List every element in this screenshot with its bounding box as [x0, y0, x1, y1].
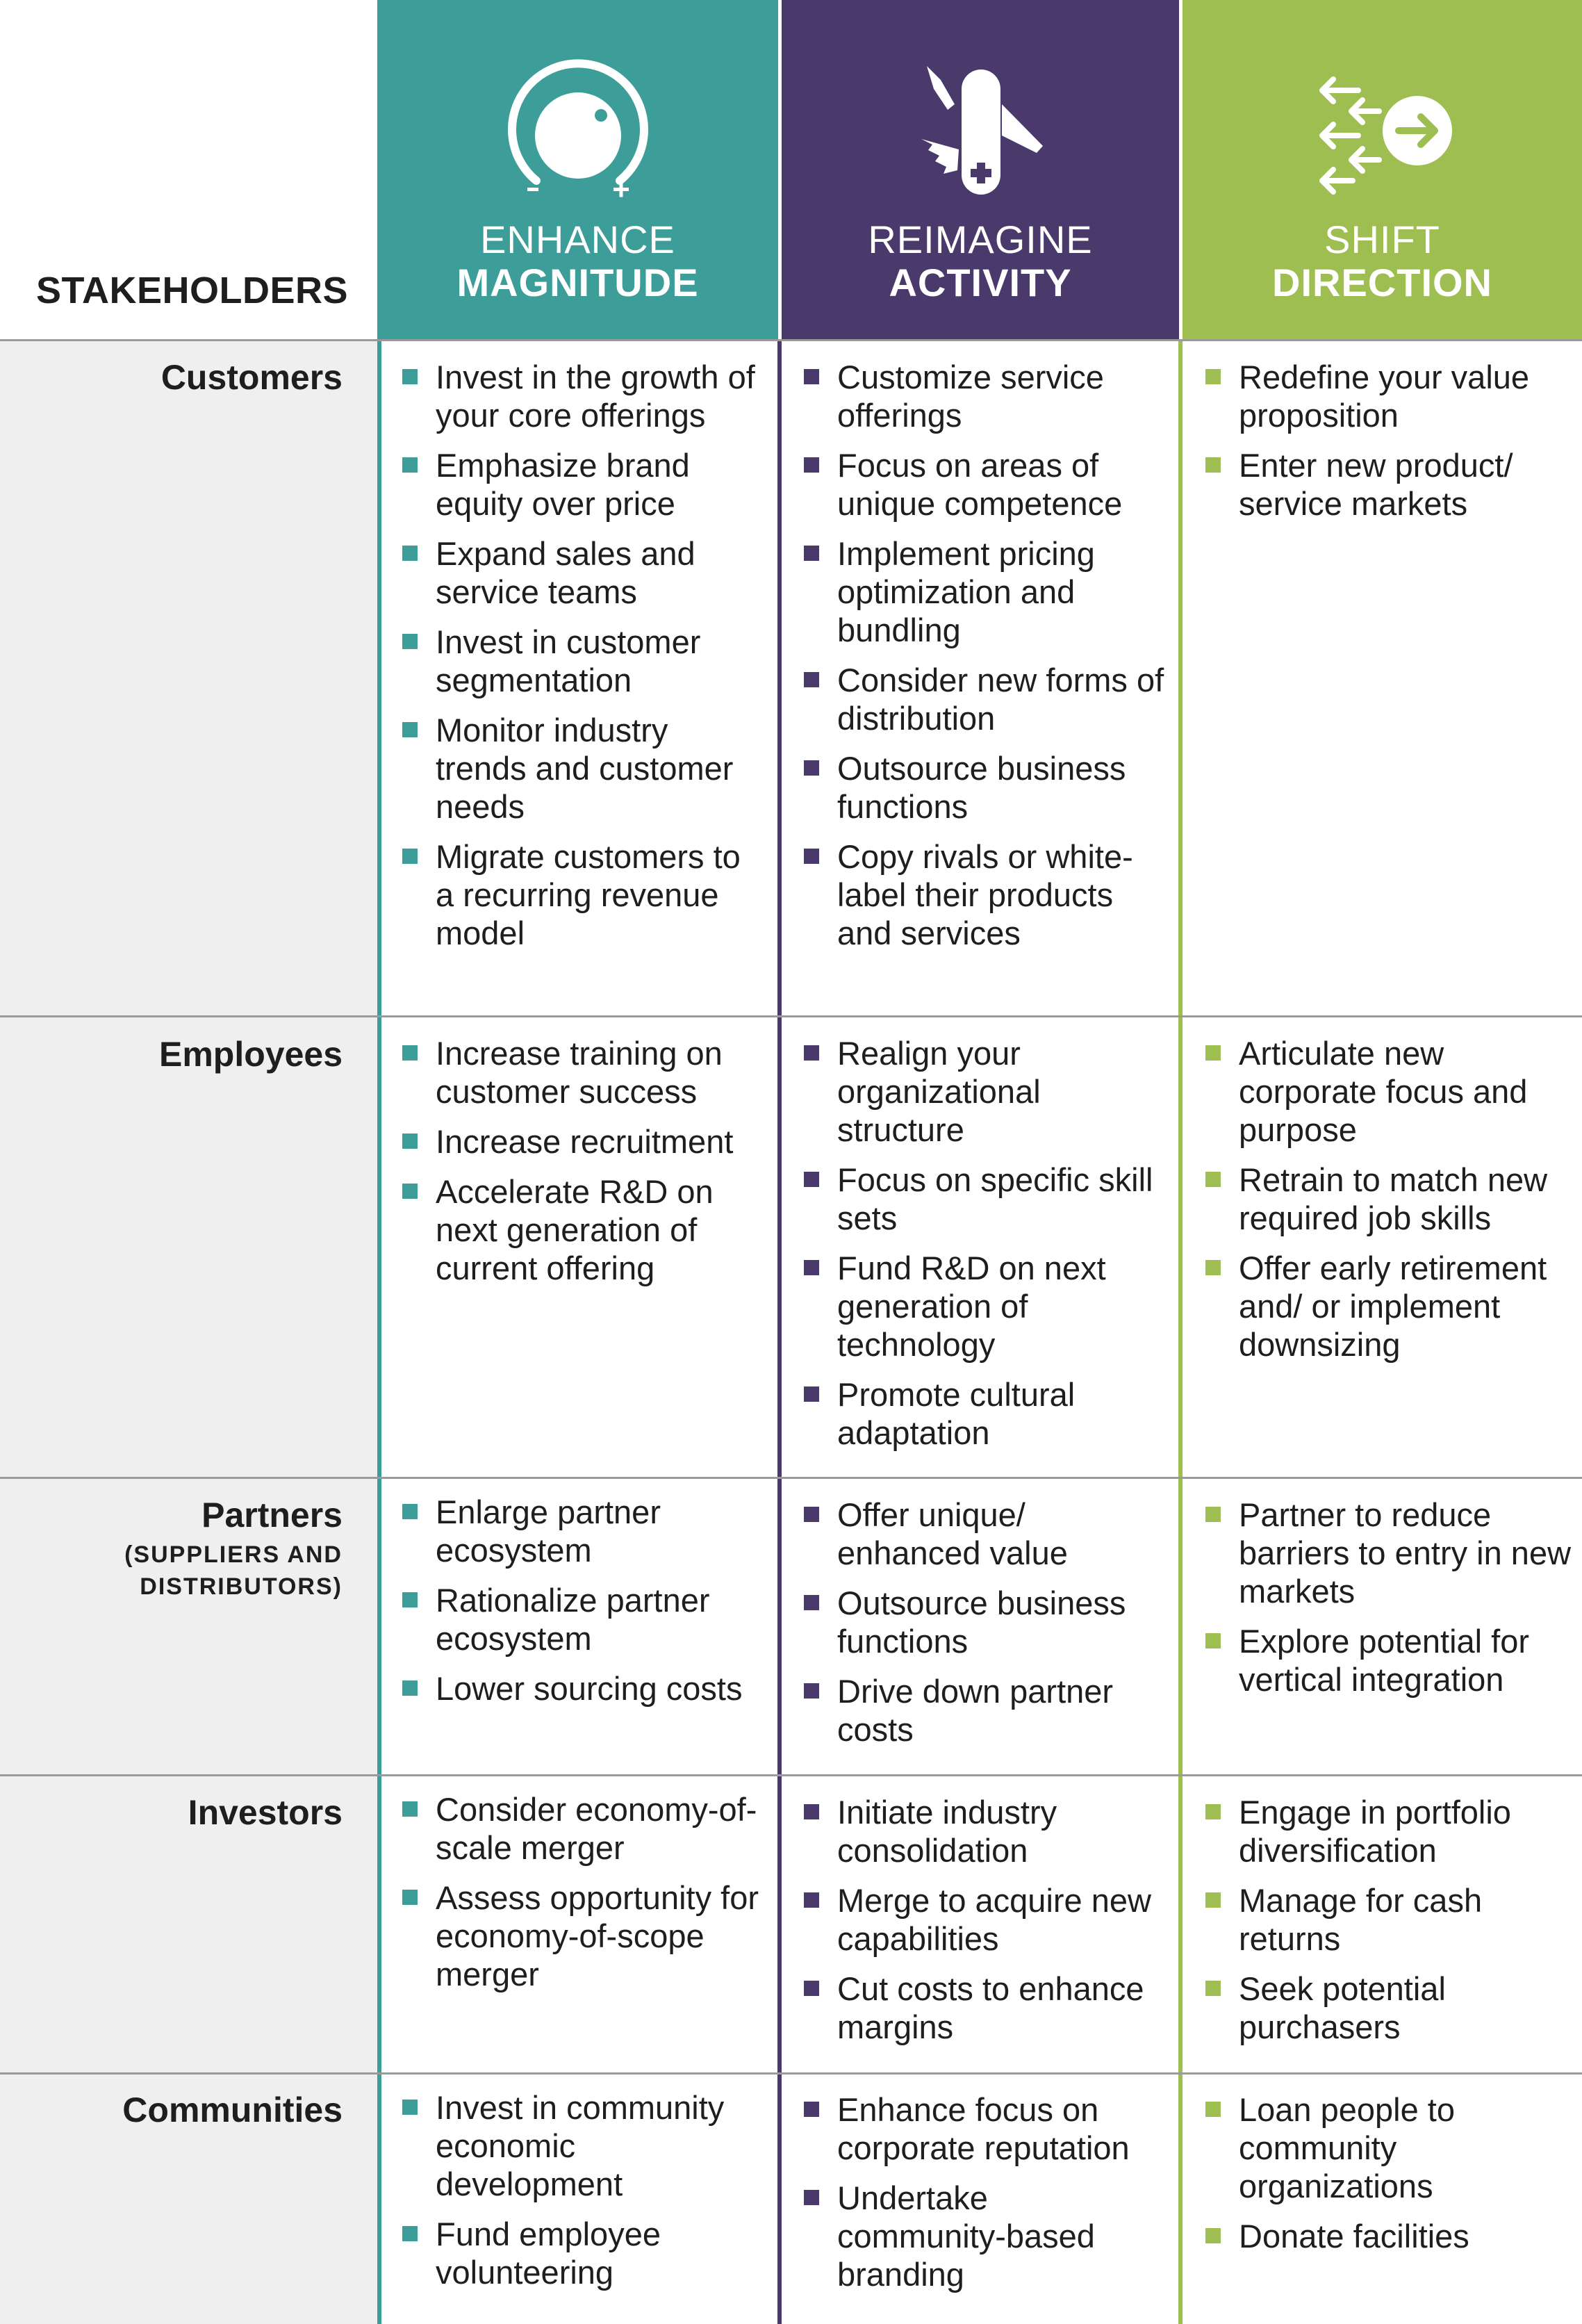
list-item: Enhance focus on corporate reputation	[802, 2090, 1165, 2167]
list-item: Focus on specific skill sets	[802, 1161, 1165, 1237]
list-item: Increase training on customer success	[401, 1034, 762, 1111]
header-direction-label: DIRECTION	[1272, 261, 1492, 304]
bullet-square-icon	[402, 849, 418, 864]
bullet-square-icon	[402, 1890, 418, 1905]
stakeholder-name: Communities	[122, 2090, 343, 2129]
list-item: Initiate industry consolidation	[802, 1793, 1165, 1869]
customers-enhance-cell	[401, 358, 762, 964]
stakeholder-investors	[188, 1792, 343, 1833]
bullet-square-icon	[402, 634, 418, 649]
bullet-square-icon	[402, 1134, 418, 1149]
bullet-square-icon	[804, 1045, 819, 1061]
list-item: Offer early retirement and/ or implement downsizing	[1204, 1249, 1572, 1364]
list-item: Redefine your value proposition	[1204, 358, 1572, 434]
row-divider	[0, 1015, 1582, 1017]
bullet-square-icon	[402, 722, 418, 737]
investors-enhance-cell	[401, 1790, 762, 2005]
list-item: Retrain to match new required job skills	[1204, 1161, 1572, 1237]
bullet-square-icon	[402, 2226, 418, 2241]
reimagine-column-rule	[777, 341, 782, 2324]
bullet-square-icon	[1205, 1172, 1221, 1187]
bullet-square-icon	[804, 1172, 819, 1187]
bullet-square-icon	[804, 1683, 819, 1699]
list-item: Drive down partner costs	[802, 1672, 1165, 1749]
list-item: Explore potential for vertical integration	[1204, 1622, 1572, 1699]
bullet-square-icon	[804, 1892, 819, 1908]
row-divider	[0, 1774, 1582, 1776]
list-item: Engage in portfolio diversification	[1204, 1793, 1572, 1869]
list-item: Enter new product/ service markets	[1204, 446, 1572, 523]
swiss-army-knife-icon	[900, 56, 1060, 208]
bullet-square-icon	[402, 1592, 418, 1607]
employees-enhance-cell	[401, 1034, 762, 1299]
list-item: Donate facilities	[1204, 2217, 1572, 2255]
bullet-square-icon	[402, 1184, 418, 1199]
bullet-square-icon	[1205, 1892, 1221, 1908]
list-item: Monitor industry trends and customer needs	[401, 711, 762, 826]
list-item: Migrate customers to a recurring revenue model	[401, 837, 762, 952]
investors-reimagine-cell	[802, 1793, 1165, 2058]
bullet-square-icon	[402, 546, 418, 561]
header-reimagine-label: REIMAGINE	[868, 218, 1093, 261]
bullet-square-icon	[804, 1595, 819, 1610]
list-item: Accelerate R&D on next generation of current offering	[401, 1172, 762, 1287]
header-magnitude-label: MAGNITUDE	[456, 261, 699, 304]
list-item: Fund employee volunteering	[401, 2215, 762, 2291]
header-reimagine-activity	[782, 0, 1179, 341]
partners-enhance-cell	[401, 1493, 762, 1719]
customers-shift-cell	[1204, 358, 1572, 534]
bullet-square-icon	[1205, 457, 1221, 473]
partners-reimagine-cell	[802, 1496, 1165, 1760]
row-divider	[0, 2072, 1582, 2075]
list-item: Invest in customer segmentation	[401, 623, 762, 699]
list-item: Customize service offerings	[802, 358, 1165, 434]
bullet-square-icon	[804, 1981, 819, 1996]
communities-reimagine-cell	[802, 2090, 1165, 2305]
bullet-square-icon	[1205, 1507, 1221, 1522]
row-divider	[0, 339, 1582, 341]
list-item: Fund R&D on next generation of technology	[802, 1249, 1165, 1364]
list-item: Cut costs to enhance margins	[802, 1970, 1165, 2046]
list-item: Promote cultural adaptation	[802, 1375, 1165, 1452]
list-item: Enlarge partner ecosystem	[401, 1493, 762, 1569]
stakeholder-partners	[124, 1494, 343, 1603]
list-item: Outsource business functions	[802, 749, 1165, 826]
bullet-square-icon	[1205, 1633, 1221, 1648]
stakeholder-name: Employees	[158, 1035, 343, 1074]
list-item: Realign your organizational structure	[802, 1034, 1165, 1149]
list-item: Invest in the growth of your core offerings	[401, 358, 762, 434]
bullet-square-icon	[804, 1386, 819, 1402]
list-item: Consider new forms of distribution	[802, 661, 1165, 737]
list-item: Focus on areas of unique competence	[802, 446, 1165, 523]
bullet-square-icon	[1205, 369, 1221, 384]
communities-enhance-cell	[401, 2088, 762, 2303]
bullet-square-icon	[402, 2100, 418, 2115]
bullet-square-icon	[804, 1804, 819, 1819]
employees-shift-cell	[1204, 1034, 1572, 1375]
header-activity-label: ACTIVITY	[889, 261, 1072, 304]
stakeholder-name: Customers	[160, 358, 343, 397]
bullet-square-icon	[804, 672, 819, 687]
bullet-square-icon	[1205, 1260, 1221, 1275]
stakeholder-name: Partners	[201, 1496, 343, 1535]
list-item: Emphasize brand equity over price	[401, 446, 762, 523]
bullet-square-icon	[402, 457, 418, 473]
bullet-square-icon	[1205, 1981, 1221, 1996]
bullet-square-icon	[804, 2190, 819, 2205]
list-item: Seek potential purchasers	[1204, 1970, 1572, 2046]
stakeholder-customers	[161, 357, 343, 398]
bullet-square-icon	[804, 849, 819, 864]
dial-knob-icon	[498, 56, 658, 208]
list-item: Merge to acquire new capabilities	[802, 1881, 1165, 1958]
stakeholder-column-background	[0, 341, 377, 2324]
header-shift-label: SHIFT	[1324, 218, 1440, 261]
bullet-square-icon	[804, 1260, 819, 1275]
header-shift-direction	[1183, 0, 1582, 341]
employees-reimagine-cell	[802, 1034, 1165, 1464]
stakeholder-name: Investors	[188, 1793, 343, 1832]
list-item: Copy rivals or white-label their products and services	[802, 837, 1165, 952]
stakeholder-subtitle: (SUPPLIERS AND DISTRIBUTORS)	[124, 1541, 343, 1600]
list-item: Lower sourcing costs	[401, 1669, 762, 1708]
list-item: Invest in community economic development	[401, 2088, 762, 2203]
partners-shift-cell	[1204, 1496, 1572, 1710]
list-item: Consider economy-of-scale merger	[401, 1790, 762, 1867]
list-item: Undertake community-based branding	[802, 2179, 1165, 2293]
bullet-square-icon	[1205, 2102, 1221, 2117]
list-item: Increase recruitment	[401, 1122, 762, 1161]
bullet-square-icon	[402, 1680, 418, 1696]
bullet-square-icon	[402, 1045, 418, 1061]
bullet-square-icon	[1205, 1804, 1221, 1819]
bullet-square-icon	[804, 1507, 819, 1522]
bullet-square-icon	[804, 2102, 819, 2117]
list-item: Offer unique/ enhanced value	[802, 1496, 1165, 1572]
bullet-square-icon	[1205, 2228, 1221, 2243]
communities-shift-cell	[1204, 2090, 1572, 2267]
list-item: Manage for cash returns	[1204, 1881, 1572, 1958]
enhance-column-rule	[377, 341, 381, 2324]
row-divider	[0, 1477, 1582, 1479]
list-item: Assess opportunity for economy-of-scope merger	[401, 1879, 762, 1993]
direction-arrows-icon	[1303, 56, 1462, 208]
list-item: Expand sales and service teams	[401, 534, 762, 611]
list-item: Implement pricing optimization and bundling	[802, 534, 1165, 649]
bullet-square-icon	[804, 760, 819, 776]
bullet-square-icon	[402, 1504, 418, 1519]
list-item: Partner to reduce barriers to entry in new markets	[1204, 1496, 1572, 1610]
stakeholders-heading: STAKEHOLDERS	[36, 270, 349, 311]
bullet-square-icon	[402, 1801, 418, 1817]
shift-column-rule	[1178, 341, 1183, 2324]
bullet-square-icon	[804, 546, 819, 561]
header-enhance-label: ENHANCE	[480, 218, 675, 261]
bullet-square-icon	[804, 369, 819, 384]
list-item: Articulate new corporate focus and purpose	[1204, 1034, 1572, 1149]
bullet-square-icon	[402, 369, 418, 384]
list-item: Outsource business functions	[802, 1584, 1165, 1660]
customers-reimagine-cell	[802, 358, 1165, 964]
bullet-square-icon	[1205, 1045, 1221, 1061]
stakeholder-employees	[159, 1033, 343, 1075]
header-enhance-magnitude	[377, 0, 778, 341]
stakeholder-communities	[122, 2089, 343, 2131]
list-item: Rationalize partner ecosystem	[401, 1581, 762, 1658]
list-item: Loan people to community organizations	[1204, 2090, 1572, 2205]
bullet-square-icon	[804, 457, 819, 473]
investors-shift-cell	[1204, 1793, 1572, 2058]
